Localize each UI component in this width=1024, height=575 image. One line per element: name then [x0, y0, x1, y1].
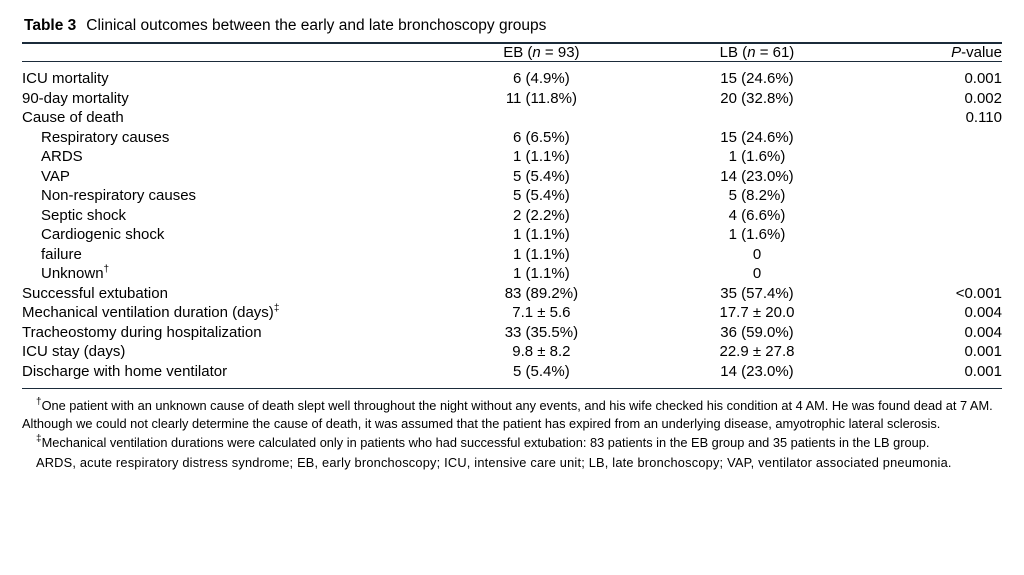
clinical-outcomes-body: [22, 62, 1002, 388]
footnote-dagger: [22, 397, 1002, 432]
table-body: [22, 62, 1002, 388]
header-lb-n-value: = 61): [755, 44, 795, 61]
row-lb-value: 1 (1.6%): [728, 148, 786, 165]
table-row: [22, 264, 1002, 284]
footnote-marker-double-dagger: ‡: [36, 433, 42, 445]
row-lb-value: 0: [752, 245, 762, 263]
footnote-marker: ‡: [273, 303, 280, 314]
row-eb-value: 1 (1.1%): [513, 148, 570, 165]
header-lb-n-italic: n: [747, 44, 756, 61]
row-eb-value: 1 (1.1%): [513, 226, 570, 243]
table-row: [22, 186, 1002, 206]
header-p-italic: P: [951, 44, 962, 61]
header-eb: EB (n = 93): [503, 44, 580, 61]
row-eb-value: 83 (89.2%): [504, 284, 579, 302]
table-caption: [24, 16, 1002, 36]
row-eb-value: 1 (1.1%): [513, 245, 570, 263]
row-eb-value: [434, 108, 650, 128]
footnote-double-dagger: [22, 434, 1002, 452]
footnote-double-dagger-text: Mechanical ventilation durations were calculated only in patients who had successful extubation: 83 patients in the EB group and 35 patients in the LB group.: [41, 435, 930, 451]
header-outcome: [22, 44, 434, 61]
header-p-value: [865, 44, 1002, 61]
row-p-value: [865, 264, 1002, 284]
row-label: 90-day mortality: [22, 89, 129, 107]
table-caption-label: Table 3: [24, 17, 77, 34]
header-lb-group: LB: [719, 44, 739, 61]
table-row: [22, 62, 1002, 89]
table-head: [22, 44, 1002, 61]
row-eb-value: 11 (11.8%): [505, 89, 577, 107]
row-p-value: [865, 128, 1002, 148]
row-label: Cause of death: [22, 109, 124, 126]
row-p-value: 0.001: [964, 70, 1002, 87]
row-label: ICU mortality: [22, 70, 109, 87]
table-row: [22, 362, 1002, 389]
header-eb-group: EB: [503, 44, 524, 61]
row-eb-value: 7.1 ± 5.6: [512, 304, 571, 321]
table-bottom-rule: [22, 388, 1002, 389]
row-p-value: [865, 167, 1002, 187]
row-p-value: 0.004: [964, 304, 1002, 321]
row-lb-value: 36 (59.0%): [720, 323, 794, 341]
row-lb-value: 0: [752, 265, 762, 282]
table-row: [22, 323, 1002, 343]
table-footnotes: [22, 397, 1002, 471]
row-eb-value: 5 (5.4%): [513, 167, 570, 185]
row-eb-value: 6 (4.9%): [513, 70, 570, 87]
row-label: ICU stay (days): [22, 343, 126, 360]
row-p-value: 0.110: [965, 109, 1002, 126]
row-eb-value: 1 (1.1%): [513, 265, 570, 282]
row-p-value: 0.004: [964, 323, 1002, 341]
row-label: Successful extubation: [22, 284, 168, 302]
header-p-rest: -value: [961, 44, 1002, 61]
table-row: [22, 342, 1002, 362]
table-row: [22, 303, 1002, 323]
row-p-value: [865, 245, 1002, 265]
row-eb-value: 6 (6.5%): [513, 128, 570, 146]
table-row: [22, 167, 1002, 187]
row-label: [22, 303, 434, 323]
row-eb-value: 5 (5.4%): [513, 362, 570, 380]
row-label: VAP: [41, 167, 70, 185]
row-lb-value: 4 (6.6%): [728, 206, 786, 224]
row-label: Tracheostomy during hospitalization: [22, 323, 262, 341]
footnote-dagger-text: One patient with an unknown cause of death slept well throughout the night without any events, and his wife checked his condition at 4 AM. He was found dead at 7 AM. Although we could not clearly determine the cause of death, it was assumed that the patient has expired from an underlying disease, amyotrophic lateral sclerosis.: [22, 398, 993, 431]
row-lb-value: 20 (32.8%): [720, 89, 794, 107]
row-lb-value: 14 (23.0%): [720, 167, 794, 185]
row-lb-value: 15 (24.6%): [720, 70, 794, 87]
row-eb-value: 2 (2.2%): [513, 206, 570, 224]
table-row: [22, 108, 1002, 128]
row-label: Cardiogenic shock: [41, 226, 165, 243]
row-lb-value: [649, 108, 865, 128]
row-label: Respiratory causes: [41, 128, 170, 146]
row-lb-value: 5 (8.2%): [728, 187, 786, 204]
row-lb-value: 1 (1.6%): [728, 226, 786, 243]
row-eb-value: 33 (35.5%): [504, 323, 579, 341]
footnote-abbreviations-text: ARDS, acute respiratory distress syndrome; EB, early bronchoscopy; ICU, intensive care unit; LB, late bronchoscopy; VAP, ventilator associated pneumonia.: [36, 454, 952, 470]
footnote-marker-dagger: †: [36, 396, 42, 408]
header-lb: LB (n = 61): [719, 44, 795, 61]
row-lb-value: 35 (57.4%): [720, 284, 794, 302]
row-p-value: [865, 186, 1002, 206]
table-row: [22, 89, 1002, 109]
row-label: Septic shock: [41, 206, 127, 224]
row-p-value: <0.001: [955, 284, 1002, 302]
clinical-outcomes-table: [22, 44, 1002, 61]
row-p-value: [865, 206, 1002, 226]
row-lb-value: 14 (23.0%): [720, 362, 794, 380]
table-header-row: [22, 44, 1002, 61]
header-eb-n-value: = 93): [540, 44, 580, 61]
row-label: [22, 264, 434, 284]
row-label: failure: [41, 245, 82, 263]
row-p-value: 0.001: [964, 343, 1002, 360]
footnote-abbreviations: [22, 454, 1002, 472]
row-label: Discharge with home ventilator: [22, 362, 228, 380]
table-row: [22, 245, 1002, 265]
row-label-text: Mechanical ventilation duration (days): [22, 304, 274, 321]
row-p-value: 0.001: [964, 362, 1002, 380]
table-row: [22, 284, 1002, 304]
row-label: Non-respiratory causes: [41, 187, 197, 204]
row-lb-value: 17.7 ± 20.0: [719, 304, 795, 321]
row-eb-value: 9.8 ± 8.2: [512, 343, 571, 360]
table-row: [22, 225, 1002, 245]
header-eb-n-italic: n: [532, 44, 541, 61]
row-label: ARDS: [41, 148, 83, 165]
row-p-value: 0.002: [964, 89, 1002, 107]
row-label-text: Unknown: [41, 265, 104, 282]
row-p-value: [865, 225, 1002, 245]
table-row: [22, 128, 1002, 148]
row-lb-value: 15 (24.6%): [720, 128, 794, 146]
row-lb-value: 22.9 ± 27.8: [719, 343, 795, 360]
table-row: [22, 206, 1002, 226]
table-caption-text: Clinical outcomes between the early and late bronchoscopy groups: [86, 17, 547, 34]
row-p-value: [865, 147, 1002, 167]
table-row: [22, 147, 1002, 167]
row-eb-value: 5 (5.4%): [513, 187, 570, 204]
footnote-marker: †: [103, 264, 110, 275]
